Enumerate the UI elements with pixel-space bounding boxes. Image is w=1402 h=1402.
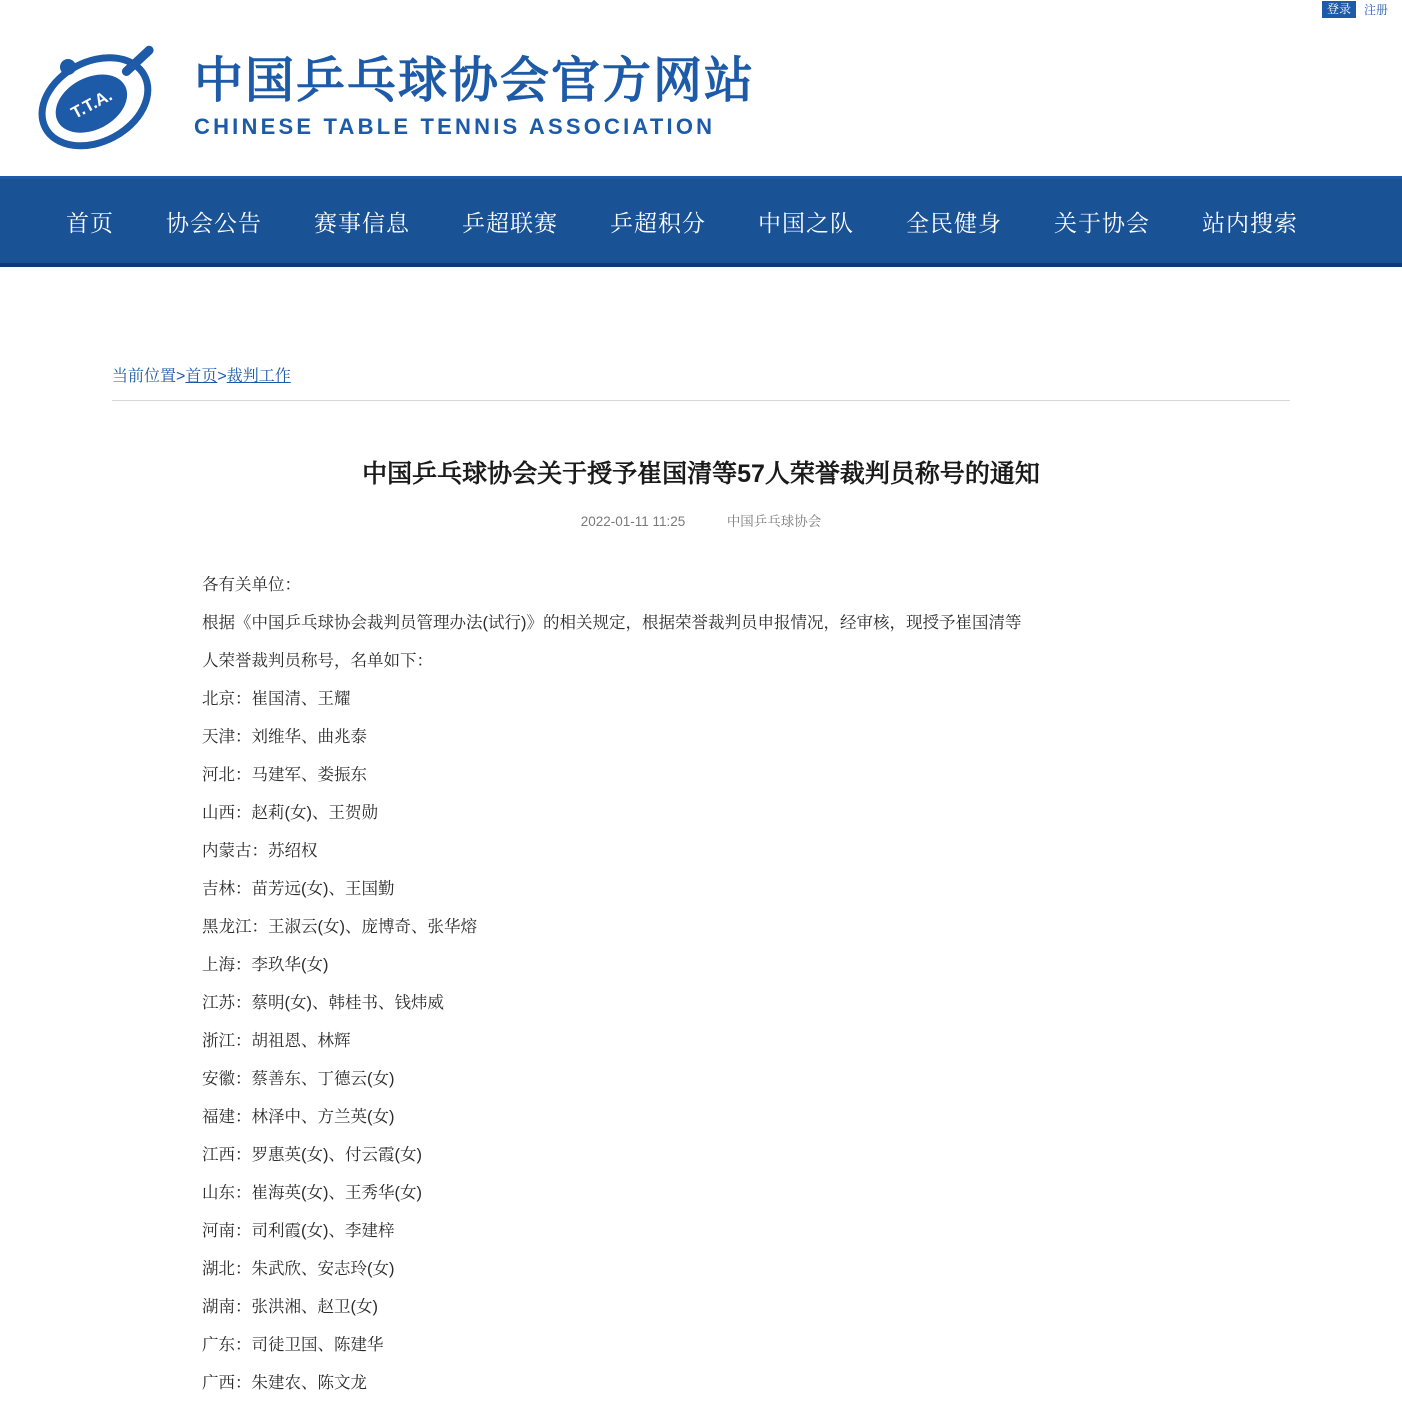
breadcrumb-separator-1: > (176, 368, 186, 385)
article-paragraph: 广东：司徒卫国、陈建华 (202, 1336, 384, 1354)
nav-item-events[interactable]: 赛事信息 (314, 209, 410, 236)
main-nav (0, 179, 1402, 267)
site-title-block (194, 55, 755, 141)
article-paragraph: 浙江：胡祖恩、林辉 (202, 1032, 351, 1050)
article-paragraph: 内蒙古：苏绍权 (202, 842, 318, 860)
article-paragraph: 上海：李玖华(女) (202, 956, 329, 974)
article-paragraph: 北京：崔国清、王耀 (202, 690, 351, 708)
nav-item-about-association[interactable]: 关于协会 (1054, 209, 1150, 236)
breadcrumb-prefix: 当前位置 (112, 368, 177, 385)
article-paragraph: 广西：朱建农、陈文龙 (202, 1374, 367, 1392)
article-paragraph: 吉林：苗芳远(女)、王国勤 (202, 880, 395, 898)
article-paragraph: 天津：刘维华、曲兆泰 (202, 728, 367, 746)
svg-text:T.T.A.: T.T.A. (67, 84, 116, 123)
account-links (1322, 1, 1390, 18)
article-paragraph: 黑龙江：王淑云(女)、庞博奇、张华熔 (202, 918, 477, 936)
site-header (0, 19, 1402, 179)
nav-item-super-league[interactable]: 乒超联赛 (462, 209, 558, 236)
article-paragraph: 河南：司利霞(女)、李建梓 (202, 1222, 395, 1240)
content-area (56, 363, 1346, 1402)
article-paragraph: 湖南：张洪湘、赵卫(女) (202, 1298, 378, 1316)
article-paragraph: 山东：崔海英(女)、王秀华(女) (202, 1184, 422, 1202)
nav-item-super-league-points[interactable]: 乒超积分 (610, 209, 706, 236)
article-paragraph: 江西：罗惠英(女)、付云霞(女) (202, 1146, 422, 1164)
article-meta (112, 510, 1290, 530)
breadcrumb-separator-2: > (217, 368, 227, 385)
register-link[interactable]: 注册 (1363, 2, 1388, 17)
nav-item-site-search[interactable]: 站内搜索 (1202, 209, 1298, 236)
nav-item-home[interactable]: 首页 (66, 209, 114, 236)
nav-item-announcements[interactable]: 协会公告 (166, 209, 262, 236)
article-body (112, 566, 1290, 1402)
page-title: 中国乒乓球协会关于授予崔国清等57人荣誉裁判员称号的通知 (362, 460, 1040, 488)
breadcrumb-link-current[interactable]: 裁判工作 (226, 368, 291, 385)
site-title-en: CHINESE TABLE TENNIS ASSOCIATION (194, 114, 716, 140)
article-source: 中国乒乓球协会 (726, 514, 822, 529)
nav-item-team-china[interactable]: 中国之队 (758, 209, 854, 236)
breadcrumb (112, 363, 1290, 401)
top-utility-bar (0, 0, 1402, 19)
breadcrumb-link-home[interactable]: 首页 (185, 368, 218, 385)
article-paragraph: 江苏：蔡明(女)、韩桂书、钱炜威 (202, 994, 444, 1012)
article-paragraph: 湖北：朱武欣、安志玲(女) (202, 1260, 395, 1278)
article-date: 2022-01-11 11:25 (580, 514, 686, 529)
nav-item-fitness-for-all[interactable]: 全民健身 (906, 209, 1002, 236)
article-paragraph: 福建：林泽中、方兰英(女) (202, 1108, 395, 1126)
login-link[interactable]: 登录 (1322, 1, 1356, 18)
article-paragraph: 各有关单位： (202, 576, 301, 594)
article-paragraph: 人荣誉裁判员称号，名单如下： (202, 652, 433, 670)
article-paragraph: 安徽：蔡善东、丁德云(女) (202, 1070, 395, 1088)
site-title-cn: 中国乒乓球协会官方网站 (194, 53, 756, 108)
article-paragraph: 山西：赵莉(女)、王贺勋 (202, 804, 378, 822)
ctta-paddle-logo-icon[interactable] (32, 38, 172, 158)
article-paragraph: 根据《中国乒乓球协会裁判员管理办法(试行)》的相关规定，根据荣誉裁判员申报情况，经审核，现授予崔国清等 (202, 614, 1022, 632)
article-paragraph: 河北：马建军、娄振东 (202, 766, 367, 784)
